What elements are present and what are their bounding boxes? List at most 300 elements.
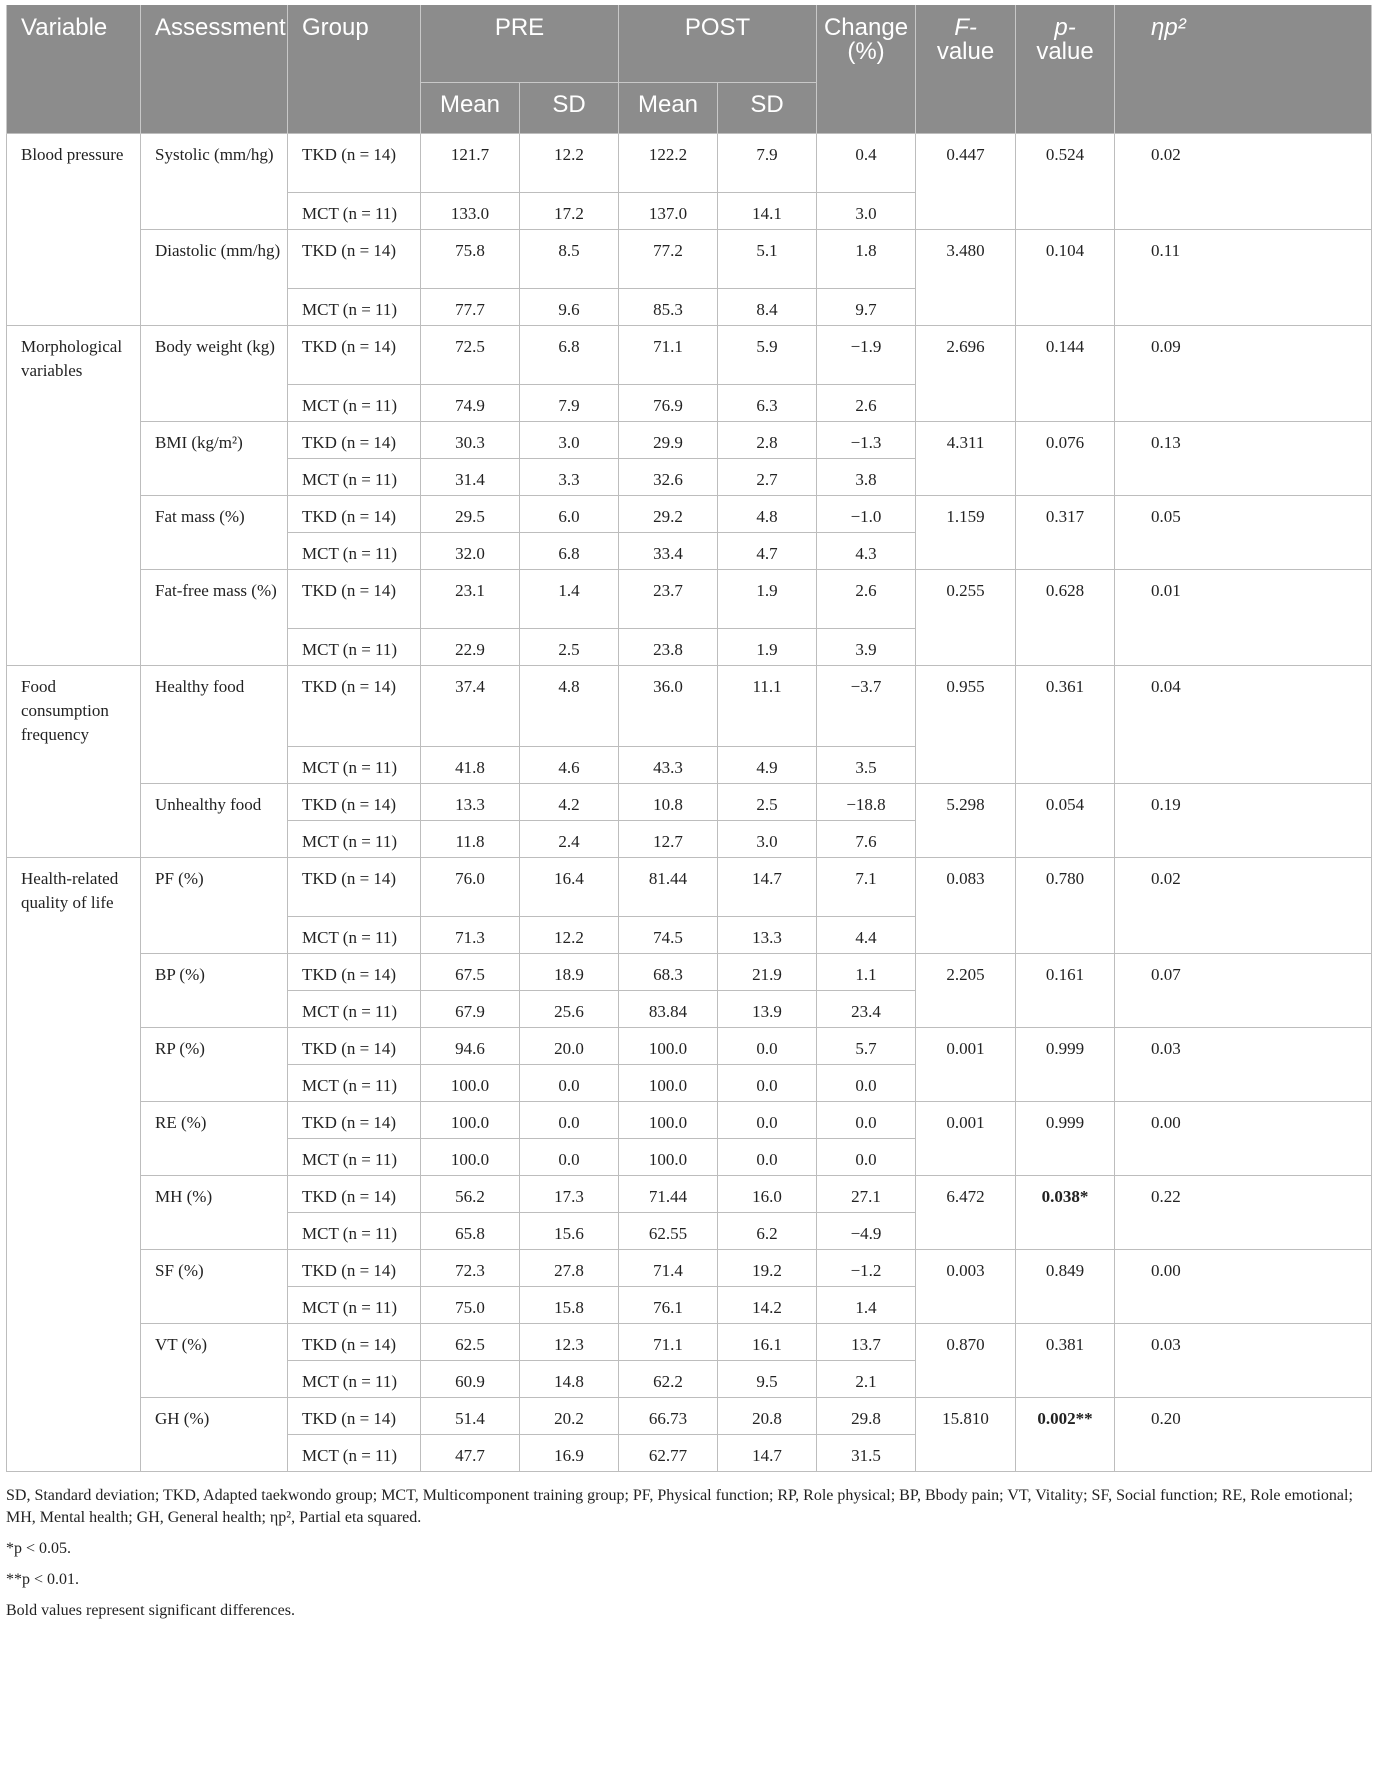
change-cell: 3.5 xyxy=(817,747,916,784)
f-value-cell: 0.870 xyxy=(916,1324,1016,1398)
group-label: TKD (n = 14) xyxy=(302,1187,397,1206)
group-label: MCT (n = 11) xyxy=(302,758,398,777)
change-cell: −1.2 xyxy=(817,1250,916,1287)
group-cell xyxy=(288,629,421,666)
change-cell: 0.4 xyxy=(817,134,916,193)
p-value-cell: 0.317 xyxy=(1016,496,1115,570)
group-cell xyxy=(288,1213,421,1250)
table-row xyxy=(7,230,1372,289)
post-sd-cell: 4.7 xyxy=(718,533,817,570)
post-mean-cell: 10.8 xyxy=(619,784,718,821)
assessment-cell: SF (%) xyxy=(141,1250,288,1324)
table-row xyxy=(7,570,1372,629)
post-mean-cell: 100.0 xyxy=(619,1065,718,1102)
f-value-cell: 1.159 xyxy=(916,496,1016,570)
eta-cell: 0.02 xyxy=(1115,134,1372,230)
post-mean-cell: 71.4 xyxy=(619,1250,718,1287)
table-row xyxy=(7,326,1372,385)
group-cell xyxy=(288,991,421,1028)
header-pre: PRE xyxy=(421,5,619,83)
pre-mean-cell: 51.4 xyxy=(421,1398,520,1435)
group-label: MCT (n = 11) xyxy=(302,1372,398,1391)
pre-sd-cell: 8.5 xyxy=(520,230,619,289)
eta-cell: 0.11 xyxy=(1115,230,1372,326)
header-f-line2: value xyxy=(936,38,995,65)
group-cell xyxy=(288,533,421,570)
post-mean-cell: 76.1 xyxy=(619,1287,718,1324)
footnote: Bold values represent significant differences. xyxy=(6,1602,295,1619)
p-value-cell: 0.144 xyxy=(1016,326,1115,422)
group-label: MCT (n = 11) xyxy=(302,1002,398,1021)
group-cell xyxy=(288,1065,421,1102)
group-label: TKD (n = 14) xyxy=(302,1039,397,1058)
group-label: TKD (n = 14) xyxy=(302,145,397,164)
header-pre-sd: SD xyxy=(520,83,619,134)
eta-cell: 0.03 xyxy=(1115,1324,1372,1398)
pre-mean-cell: 100.0 xyxy=(421,1139,520,1176)
pre-mean-cell: 47.7 xyxy=(421,1435,520,1472)
table-row xyxy=(7,422,1372,459)
header-p-value xyxy=(1016,5,1115,134)
post-sd-cell: 0.0 xyxy=(718,1065,817,1102)
header-change-line2: (%) xyxy=(847,38,885,65)
table-row xyxy=(7,858,1372,917)
group-label: MCT (n = 11) xyxy=(302,928,398,947)
post-mean-cell: 62.55 xyxy=(619,1213,718,1250)
change-cell: 7.6 xyxy=(817,821,916,858)
table-footnotes xyxy=(6,1485,1371,1622)
pre-sd-cell: 2.4 xyxy=(520,821,619,858)
pre-mean-cell: 76.0 xyxy=(421,858,520,917)
pre-mean-cell: 133.0 xyxy=(421,193,520,230)
eta-cell: 0.03 xyxy=(1115,1028,1372,1102)
group-cell xyxy=(288,1324,421,1361)
p-value-cell: 0.628 xyxy=(1016,570,1115,666)
group-cell xyxy=(288,666,421,747)
post-sd-cell: 13.3 xyxy=(718,917,817,954)
change-cell: 1.1 xyxy=(817,954,916,991)
pre-sd-cell: 9.6 xyxy=(520,289,619,326)
pre-sd-cell: 4.6 xyxy=(520,747,619,784)
group-label: TKD (n = 14) xyxy=(302,1409,397,1428)
post-mean-cell: 100.0 xyxy=(619,1028,718,1065)
post-mean-cell: 66.73 xyxy=(619,1398,718,1435)
group-label: MCT (n = 11) xyxy=(302,1224,398,1243)
p-value-cell: 0.038* xyxy=(1016,1176,1115,1250)
table-row xyxy=(7,666,1372,747)
group-label: MCT (n = 11) xyxy=(302,300,398,319)
header-eta: ηp² xyxy=(1115,5,1372,134)
post-mean-cell: 122.2 xyxy=(619,134,718,193)
post-mean-cell: 68.3 xyxy=(619,954,718,991)
group-label: TKD (n = 14) xyxy=(302,507,397,526)
f-value-cell: 0.001 xyxy=(916,1102,1016,1176)
footnote: *p < 0.05. xyxy=(6,1540,72,1557)
post-mean-cell: 77.2 xyxy=(619,230,718,289)
pre-sd-cell: 25.6 xyxy=(520,991,619,1028)
group-cell xyxy=(288,385,421,422)
group-label: TKD (n = 14) xyxy=(302,1261,397,1280)
pre-mean-cell: 74.9 xyxy=(421,385,520,422)
results-table xyxy=(6,5,1372,1472)
footnote: **p < 0.01. xyxy=(6,1571,80,1588)
change-cell: 0.0 xyxy=(817,1065,916,1102)
p-value-cell: 0.054 xyxy=(1016,784,1115,858)
post-mean-cell: 23.7 xyxy=(619,570,718,629)
header-f-line1: F- xyxy=(954,14,977,41)
post-sd-cell: 2.7 xyxy=(718,459,817,496)
pre-mean-cell: 121.7 xyxy=(421,134,520,193)
eta-cell: 0.22 xyxy=(1115,1176,1372,1250)
variable-cell: Blood pressure xyxy=(7,134,141,326)
group-label: MCT (n = 11) xyxy=(302,544,398,563)
post-mean-cell: 74.5 xyxy=(619,917,718,954)
p-value-cell: 0.999 xyxy=(1016,1102,1115,1176)
assessment-cell: Systolic (mm/hg) xyxy=(141,134,288,230)
pre-sd-cell: 1.4 xyxy=(520,570,619,629)
group-label: MCT (n = 11) xyxy=(302,1446,398,1465)
post-sd-cell: 0.0 xyxy=(718,1102,817,1139)
p-value-cell: 0.780 xyxy=(1016,858,1115,954)
change-cell: 2.6 xyxy=(817,570,916,629)
eta-cell: 0.13 xyxy=(1115,422,1372,496)
post-sd-cell: 16.1 xyxy=(718,1324,817,1361)
table-row xyxy=(7,1324,1372,1361)
change-cell: −1.3 xyxy=(817,422,916,459)
post-sd-cell: 6.3 xyxy=(718,385,817,422)
post-mean-cell: 71.1 xyxy=(619,1324,718,1361)
assessment-cell: BP (%) xyxy=(141,954,288,1028)
post-sd-cell: 5.9 xyxy=(718,326,817,385)
table-row xyxy=(7,1028,1372,1065)
group-cell xyxy=(288,858,421,917)
pre-sd-cell: 2.5 xyxy=(520,629,619,666)
group-label: TKD (n = 14) xyxy=(302,965,397,984)
pre-mean-cell: 62.5 xyxy=(421,1324,520,1361)
header-post-sd: SD xyxy=(718,83,817,134)
f-value-cell: 6.472 xyxy=(916,1176,1016,1250)
change-cell: 2.6 xyxy=(817,385,916,422)
group-label: MCT (n = 11) xyxy=(302,1076,398,1095)
group-cell xyxy=(288,1287,421,1324)
group-cell xyxy=(288,784,421,821)
pre-sd-cell: 4.8 xyxy=(520,666,619,747)
p-value-cell: 0.849 xyxy=(1016,1250,1115,1324)
assessment-cell: RP (%) xyxy=(141,1028,288,1102)
change-cell: 4.4 xyxy=(817,917,916,954)
post-mean-cell: 62.2 xyxy=(619,1361,718,1398)
pre-sd-cell: 14.8 xyxy=(520,1361,619,1398)
group-label: MCT (n = 11) xyxy=(302,640,398,659)
eta-cell: 0.09 xyxy=(1115,326,1372,422)
post-sd-cell: 14.2 xyxy=(718,1287,817,1324)
pre-sd-cell: 0.0 xyxy=(520,1065,619,1102)
change-cell: 0.0 xyxy=(817,1102,916,1139)
p-value-cell: 0.161 xyxy=(1016,954,1115,1028)
p-value-cell: 0.361 xyxy=(1016,666,1115,784)
post-sd-cell: 0.0 xyxy=(718,1139,817,1176)
header-assessment: Assessment xyxy=(141,5,288,134)
pre-sd-cell: 12.3 xyxy=(520,1324,619,1361)
post-sd-cell: 13.9 xyxy=(718,991,817,1028)
eta-cell: 0.07 xyxy=(1115,954,1372,1028)
post-mean-cell: 71.1 xyxy=(619,326,718,385)
post-mean-cell: 85.3 xyxy=(619,289,718,326)
pre-mean-cell: 30.3 xyxy=(421,422,520,459)
pre-mean-cell: 67.5 xyxy=(421,954,520,991)
group-label: TKD (n = 14) xyxy=(302,337,397,356)
pre-sd-cell: 16.4 xyxy=(520,858,619,917)
post-sd-cell: 1.9 xyxy=(718,629,817,666)
group-cell xyxy=(288,230,421,289)
post-sd-cell: 14.7 xyxy=(718,1435,817,1472)
pre-mean-cell: 23.1 xyxy=(421,570,520,629)
change-cell: −1.0 xyxy=(817,496,916,533)
post-sd-cell: 7.9 xyxy=(718,134,817,193)
group-label: MCT (n = 11) xyxy=(302,396,398,415)
change-cell: −1.9 xyxy=(817,326,916,385)
post-sd-cell: 0.0 xyxy=(718,1028,817,1065)
group-cell xyxy=(288,422,421,459)
header-group: Group xyxy=(288,5,421,134)
post-mean-cell: 62.77 xyxy=(619,1435,718,1472)
post-mean-cell: 71.44 xyxy=(619,1176,718,1213)
post-mean-cell: 29.2 xyxy=(619,496,718,533)
group-label: TKD (n = 14) xyxy=(302,795,397,814)
assessment-cell: Fat mass (%) xyxy=(141,496,288,570)
f-value-cell: 15.810 xyxy=(916,1398,1016,1472)
eta-cell: 0.00 xyxy=(1115,1250,1372,1324)
change-cell: 0.0 xyxy=(817,1139,916,1176)
pre-sd-cell: 27.8 xyxy=(520,1250,619,1287)
change-cell: 23.4 xyxy=(817,991,916,1028)
assessment-cell: Healthy food xyxy=(141,666,288,784)
assessment-cell: Diastolic (mm/hg) xyxy=(141,230,288,326)
post-sd-cell: 19.2 xyxy=(718,1250,817,1287)
pre-sd-cell: 6.8 xyxy=(520,533,619,570)
post-mean-cell: 36.0 xyxy=(619,666,718,747)
table-row xyxy=(7,1398,1372,1435)
group-cell xyxy=(288,954,421,991)
change-cell: 3.9 xyxy=(817,629,916,666)
header-pre-mean: Mean xyxy=(421,83,520,134)
change-cell: 29.8 xyxy=(817,1398,916,1435)
post-sd-cell: 14.7 xyxy=(718,858,817,917)
pre-mean-cell: 11.8 xyxy=(421,821,520,858)
post-sd-cell: 2.8 xyxy=(718,422,817,459)
eta-cell: 0.01 xyxy=(1115,570,1372,666)
pre-sd-cell: 15.6 xyxy=(520,1213,619,1250)
pre-mean-cell: 72.5 xyxy=(421,326,520,385)
header-post: POST xyxy=(619,5,817,83)
post-sd-cell: 20.8 xyxy=(718,1398,817,1435)
change-cell: 13.7 xyxy=(817,1324,916,1361)
group-label: TKD (n = 14) xyxy=(302,1335,397,1354)
post-mean-cell: 81.44 xyxy=(619,858,718,917)
post-sd-cell: 9.5 xyxy=(718,1361,817,1398)
change-cell: 2.1 xyxy=(817,1361,916,1398)
table-row xyxy=(7,954,1372,991)
post-sd-cell: 1.9 xyxy=(718,570,817,629)
assessment-cell: VT (%) xyxy=(141,1324,288,1398)
post-mean-cell: 100.0 xyxy=(619,1102,718,1139)
group-cell xyxy=(288,459,421,496)
post-sd-cell: 16.0 xyxy=(718,1176,817,1213)
post-mean-cell: 12.7 xyxy=(619,821,718,858)
pre-sd-cell: 0.0 xyxy=(520,1139,619,1176)
pre-sd-cell: 7.9 xyxy=(520,385,619,422)
header-p-line2: value xyxy=(1036,38,1094,65)
f-value-cell: 0.083 xyxy=(916,858,1016,954)
f-value-cell: 0.255 xyxy=(916,570,1016,666)
group-cell xyxy=(288,1139,421,1176)
pre-mean-cell: 32.0 xyxy=(421,533,520,570)
group-cell xyxy=(288,1435,421,1472)
f-value-cell: 2.696 xyxy=(916,326,1016,422)
pre-sd-cell: 3.0 xyxy=(520,422,619,459)
group-label: TKD (n = 14) xyxy=(302,677,397,696)
pre-mean-cell: 60.9 xyxy=(421,1361,520,1398)
assessment-cell: GH (%) xyxy=(141,1398,288,1472)
group-label: TKD (n = 14) xyxy=(302,241,397,260)
group-cell xyxy=(288,1398,421,1435)
f-value-cell: 4.311 xyxy=(916,422,1016,496)
header-change-line1: Change xyxy=(823,14,909,41)
post-mean-cell: 83.84 xyxy=(619,991,718,1028)
group-cell xyxy=(288,496,421,533)
group-label: TKD (n = 14) xyxy=(302,869,397,888)
change-cell: 7.1 xyxy=(817,858,916,917)
pre-sd-cell: 12.2 xyxy=(520,917,619,954)
eta-cell: 0.04 xyxy=(1115,666,1372,784)
pre-sd-cell: 18.9 xyxy=(520,954,619,991)
f-value-cell: 0.003 xyxy=(916,1250,1016,1324)
post-sd-cell: 8.4 xyxy=(718,289,817,326)
variable-cell: Food consumption frequency xyxy=(7,666,141,858)
pre-sd-cell: 16.9 xyxy=(520,1435,619,1472)
table-row xyxy=(7,784,1372,821)
table-row xyxy=(7,1250,1372,1287)
table-row xyxy=(7,496,1372,533)
results-table-container xyxy=(6,5,1371,1631)
pre-mean-cell: 100.0 xyxy=(421,1102,520,1139)
post-mean-cell: 32.6 xyxy=(619,459,718,496)
footnote: SD, Standard deviation; TKD, Adapted taekwondo group; MCT, Multicomponent training group; PF, Physical function; RP, Role physical; BP, Bbody pain; VT, Vitality; SF, Social function; RE, Role emotional; MH, Mental health; GH, General health; ηp², Partial eta squared. xyxy=(6,1487,1353,1526)
assessment-cell: Unhealthy food xyxy=(141,784,288,858)
post-mean-cell: 76.9 xyxy=(619,385,718,422)
pre-sd-cell: 6.0 xyxy=(520,496,619,533)
f-value-cell: 0.001 xyxy=(916,1028,1016,1102)
group-cell xyxy=(288,747,421,784)
post-sd-cell: 11.1 xyxy=(718,666,817,747)
table-row xyxy=(7,1102,1372,1139)
pre-mean-cell: 29.5 xyxy=(421,496,520,533)
post-sd-cell: 3.0 xyxy=(718,821,817,858)
f-value-cell: 5.298 xyxy=(916,784,1016,858)
group-label: MCT (n = 11) xyxy=(302,470,398,489)
post-mean-cell: 137.0 xyxy=(619,193,718,230)
group-label: TKD (n = 14) xyxy=(302,581,397,600)
pre-sd-cell: 15.8 xyxy=(520,1287,619,1324)
post-mean-cell: 29.9 xyxy=(619,422,718,459)
change-cell: 31.5 xyxy=(817,1435,916,1472)
assessment-cell: PF (%) xyxy=(141,858,288,954)
pre-mean-cell: 67.9 xyxy=(421,991,520,1028)
post-mean-cell: 23.8 xyxy=(619,629,718,666)
group-label: TKD (n = 14) xyxy=(302,1113,397,1132)
pre-mean-cell: 72.3 xyxy=(421,1250,520,1287)
group-label: MCT (n = 11) xyxy=(302,204,398,223)
group-cell xyxy=(288,134,421,193)
change-cell: 9.7 xyxy=(817,289,916,326)
table-row xyxy=(7,1176,1372,1213)
p-value-cell: 0.002** xyxy=(1016,1398,1115,1472)
f-value-cell: 2.205 xyxy=(916,954,1016,1028)
group-cell xyxy=(288,917,421,954)
pre-mean-cell: 31.4 xyxy=(421,459,520,496)
post-sd-cell: 2.5 xyxy=(718,784,817,821)
change-cell: −18.8 xyxy=(817,784,916,821)
pre-mean-cell: 71.3 xyxy=(421,917,520,954)
pre-mean-cell: 13.3 xyxy=(421,784,520,821)
variable-cell: Health-related quality of life xyxy=(7,858,141,1472)
assessment-cell: BMI (kg/m²) xyxy=(141,422,288,496)
pre-mean-cell: 56.2 xyxy=(421,1176,520,1213)
pre-mean-cell: 75.0 xyxy=(421,1287,520,1324)
post-mean-cell: 33.4 xyxy=(619,533,718,570)
change-cell: −4.9 xyxy=(817,1213,916,1250)
header-p-line1: p- xyxy=(1054,14,1076,41)
post-sd-cell: 14.1 xyxy=(718,193,817,230)
header-variable: Variable xyxy=(7,5,141,134)
p-value-cell: 0.999 xyxy=(1016,1028,1115,1102)
table-body xyxy=(7,134,1372,1472)
change-cell: 3.0 xyxy=(817,193,916,230)
f-value-cell: 0.447 xyxy=(916,134,1016,230)
post-sd-cell: 5.1 xyxy=(718,230,817,289)
pre-sd-cell: 17.3 xyxy=(520,1176,619,1213)
post-sd-cell: 4.9 xyxy=(718,747,817,784)
group-cell xyxy=(288,570,421,629)
pre-sd-cell: 6.8 xyxy=(520,326,619,385)
post-sd-cell: 4.8 xyxy=(718,496,817,533)
eta-cell: 0.05 xyxy=(1115,496,1372,570)
eta-cell: 0.02 xyxy=(1115,858,1372,954)
pre-mean-cell: 77.7 xyxy=(421,289,520,326)
pre-mean-cell: 94.6 xyxy=(421,1028,520,1065)
table-header xyxy=(7,5,1372,134)
p-value-cell: 0.076 xyxy=(1016,422,1115,496)
pre-sd-cell: 12.2 xyxy=(520,134,619,193)
pre-mean-cell: 75.8 xyxy=(421,230,520,289)
eta-cell: 0.00 xyxy=(1115,1102,1372,1176)
pre-sd-cell: 17.2 xyxy=(520,193,619,230)
group-cell xyxy=(288,1102,421,1139)
group-label: MCT (n = 11) xyxy=(302,832,398,851)
header-f-value xyxy=(916,5,1016,134)
header-post-mean: Mean xyxy=(619,83,718,134)
group-cell xyxy=(288,326,421,385)
change-cell: 27.1 xyxy=(817,1176,916,1213)
pre-sd-cell: 0.0 xyxy=(520,1102,619,1139)
p-value-cell: 0.381 xyxy=(1016,1324,1115,1398)
p-value-cell: 0.524 xyxy=(1016,134,1115,230)
group-cell xyxy=(288,289,421,326)
pre-mean-cell: 65.8 xyxy=(421,1213,520,1250)
p-value-cell: 0.104 xyxy=(1016,230,1115,326)
pre-mean-cell: 100.0 xyxy=(421,1065,520,1102)
group-cell xyxy=(288,1250,421,1287)
